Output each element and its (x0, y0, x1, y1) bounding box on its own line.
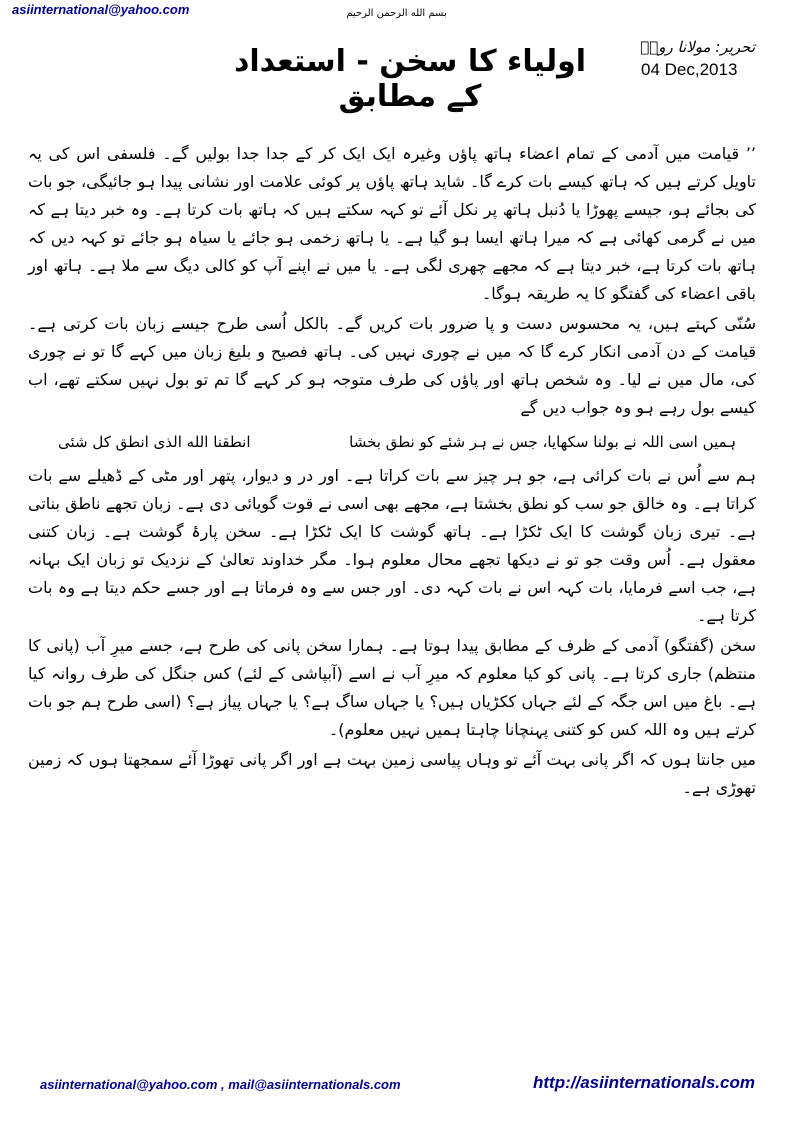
paragraph: ہم سے اُس نے بات کرائی ہے، جو ہر چیز سے بات کراتا ہے۔ اور در و دیوار، پتھر اور مٹی کے ڈھیلے سے بات کراتا ہے۔ وہ خالق جو سب کو نطق بخشتا ہے، مجھے بھی اسی نے قوت گویائی دی ہے۔ زبان تجھے ناطق بناتی ہے۔ تیری زبان گوشت کا ایک ٹکڑا ہے۔ ہاتھ گوشت کا ایک ٹکڑا ہے۔ سخن پارۂ گوشت ہے۔ زبان کتنی معقول ہے۔ اُس وقت جو تو نے دیکھا تجھے محال معلوم ہوا۔ مگر خداوند تعالیٰ کے نزدیک تو زبان ایک بہانہ ہے، جب اسے فرمایا، بات کہہ اس نے بات کہہ دی۔ اور جس سے وہ فرماتا ہے اور جسے حکم دیتا ہے وہ بات کرتا ہے۔ (28, 466, 757, 625)
article-body (28, 140, 756, 804)
footer-website-link[interactable]: http://asiinternationals.com (533, 1073, 755, 1092)
quote-arabic: انطقنا الله الذی انطق کل شئی (58, 433, 251, 451)
footer-emails[interactable]: asiinternational@yahoo.com , mail@asiinternationals.com (40, 1077, 401, 1092)
paragraph: سُنّی کہتے ہیں، یہ محسوس دست و پا ضرور بات کریں گے۔ بالکل اُسی طرح جیسے زبان بات کرتی ہے۔ قیامت کے دن آدمی انکار کرے گا کہ میں نے چوری نہیں کی۔ ہاتھ فصیح و بلیغ زبان میں کہے گا تو نے چوری کی، مال میں نے لیا۔ وہ شخص ہاتھ اور پاؤں کی طرف متوجہ ہو کر کہے گا تم تو بول نہیں سکتے تھے، اب کیسے بول رہے ہو وہ جواب دیں گے (28, 314, 756, 417)
quote-translation: ہمیں اسی اللہ نے بولنا سکھایا، جس نے ہر شئے کو نطق بخشا (349, 433, 736, 451)
paragraph: ’’ قیامت میں آدمی کے تمام اعضاء ہاتھ پاؤں وغیرہ ایک ایک کر کے جدا جدا بولیں گے۔ فلسفی اس کی یہ تاویل کرتے ہیں کہ ہاتھ کیسے بات کرے گا۔ شاید ہاتھ پاؤں پر کوئی علامت اور نشانی پیدا ہو جائیگی، جو بات کی بجائے ہو، جیسے پھوڑا یا دُنبل ہاتھ پر نکل آئے تو کہہ سکتے ہیں کہ ہاتھ بات کرتا ہے۔ وہ خبر دیتا ہے کہ میں نے گرمی کھائی ہے کہ میرا ہاتھ ایسا ہو گیا ہے۔ یا ہاتھ زخمی ہو جائے یا سیاہ ہو جائے تو کہہ دیں کہ ہاتھ بات کرتا ہے، خبر دیتا ہے کہ مجھے چھری لگی ہے۔ یا میں نے اپنے آپ کو کالی دیگ سے ملا ہے۔ ہاتھ اور باقی اعضاء کی گفتگو کا یہ طریقہ ہوگا۔ (28, 144, 756, 303)
quote-line (28, 428, 756, 456)
header-email[interactable]: asiinternational@yahoo.com (12, 2, 190, 17)
author-byline: تحریر: مولانا رومؒ (640, 38, 755, 56)
publish-date: 04 Dec,2013 (641, 60, 738, 79)
paragraph: سخن (گفتگو) آدمی کے ظرف کے مطابق پیدا ہوتا ہے۔ ہمارا سخن پانی کی طرح ہے، جسے میرِ آب (پانی کا منتظم) جاری کرتا ہے۔ پانی کو کیا معلوم کہ میرِ آب نے اسے (آبپاشی کے لئے) کس جنگل کی طرف روانہ کیا ہے۔ باغ میں اس جگہ کے لئے جہاں ککڑیاں ہیں؟ یا جہاں ساگ ہے؟ یا جہاں پیاز ہے؟ (اسی طرح ہم جو بات کرتے ہیں وہ اللہ کس کو کتنی پہنچانا چاہتا ہمیں نہیں معلوم)۔ (28, 636, 756, 739)
paragraph: میں جانتا ہوں کہ اگر پانی بہت آئے تو وہاں پیاسی زمین بہت ہے اور اگر پانی تھوڑا آئے سمجھتا ہوں کہ زمین تھوڑی ہے۔ (28, 750, 756, 797)
bismillah: بسم الله الرحمن الرحیم (346, 8, 447, 19)
page-title: اولیاء کا سخن - استعداد کے مطابق (233, 44, 587, 114)
